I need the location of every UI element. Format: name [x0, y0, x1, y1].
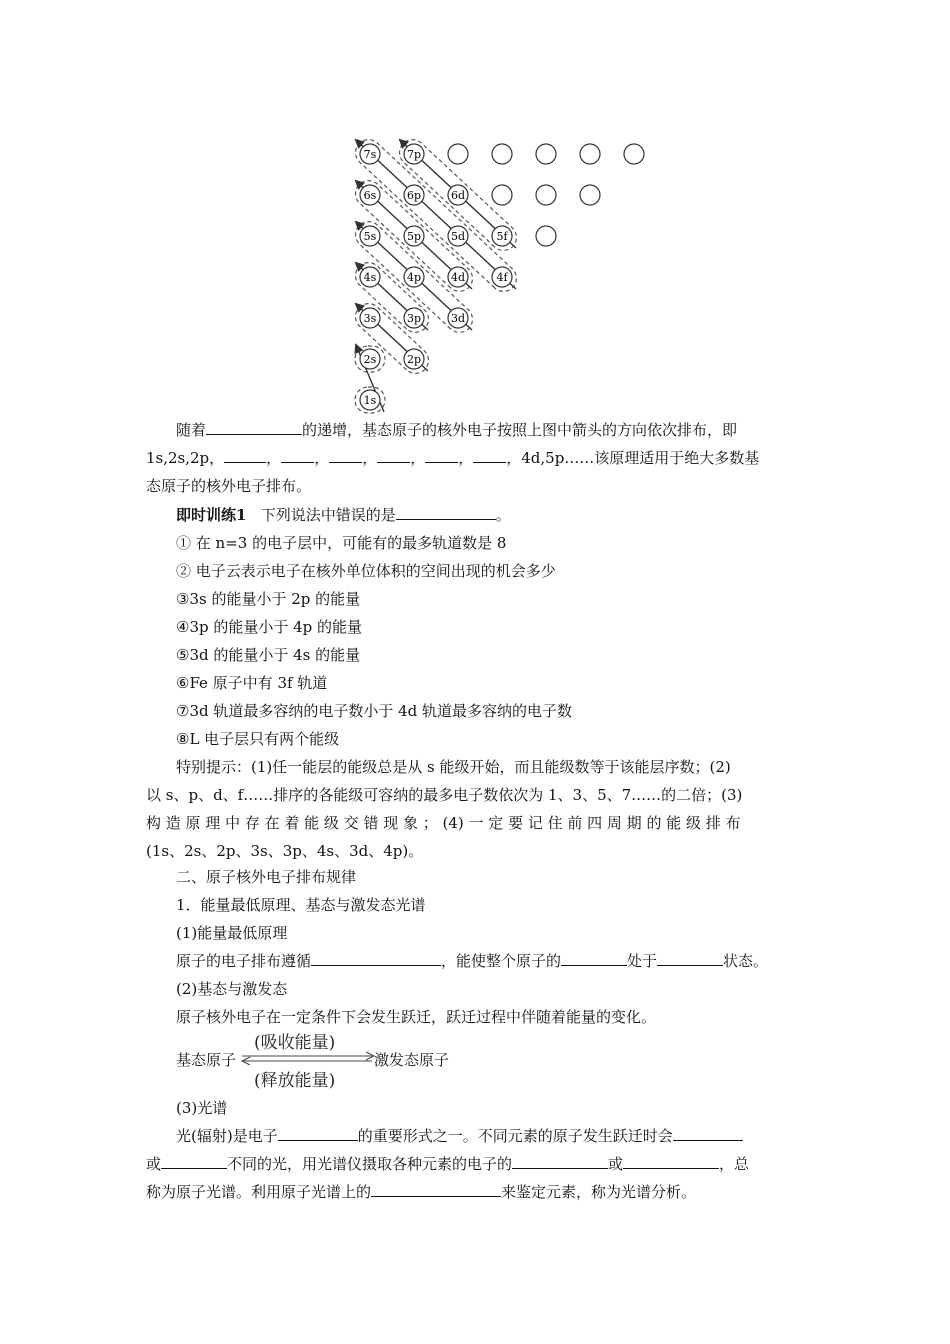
- orbital-label: 7s: [363, 148, 377, 161]
- subheading: (2)基态与激发态: [176, 980, 288, 998]
- blank: [425, 448, 458, 463]
- subsection-heading: 1．能量最低原理、基态与激发态光谱: [176, 896, 426, 914]
- practice-item: ① 在 n=3 的电子层中，可能有的最多轨道数是 8: [176, 534, 507, 552]
- orbital-empty: [536, 226, 556, 246]
- practice-item: ⑦3d 轨道最多容纳的电子数小于 4d 轨道最多容纳的电子数: [176, 702, 573, 720]
- blank: [673, 1126, 743, 1141]
- blank: [281, 448, 314, 463]
- blank: [561, 951, 627, 966]
- orbital-empty: [580, 144, 600, 164]
- text: 下列说法中错误的是: [260, 506, 396, 524]
- orbital-empty: [492, 185, 512, 205]
- practice-item: ⑥Fe 原子中有 3f 轨道: [176, 674, 328, 692]
- paragraph: 原子的电子排布遵循 ，能使整个原子的 处于 状态。: [176, 952, 769, 970]
- paragraph-line-1: [176, 420, 737, 440]
- absorb-energy-label: (吸收能量): [254, 1033, 336, 1053]
- orbital-label: 2p: [406, 353, 422, 366]
- paragraph: 光(辐射)是电子 的重要形式之一。不同元素的原子发生跃迁时会: [176, 1126, 743, 1146]
- practice-question: 即时训练1 下列说法中错误的是 。: [176, 506, 511, 524]
- orbital-label: 4p: [406, 271, 422, 284]
- text: 随着: [176, 421, 207, 439]
- orbital-empty: [580, 185, 600, 205]
- ground-state-label: 基态原子: [176, 1051, 237, 1069]
- orbital-empty: [624, 144, 644, 164]
- paragraph-line-3: 态原子的核外电子排布。: [146, 477, 312, 495]
- excited-state-label: 激发态原子: [374, 1051, 450, 1069]
- orbital-label: 5f: [496, 230, 508, 243]
- blank: [377, 448, 410, 463]
- orbital-label: 3s: [363, 312, 377, 325]
- orbital-empty: [536, 185, 556, 205]
- text: 的递增，基态原子的核外电子按照上图中箭头的方向依次排布，即: [302, 421, 738, 439]
- blank: [278, 1126, 358, 1141]
- section-heading: 二、原子核外电子排布规律: [176, 868, 357, 886]
- blank: [396, 505, 496, 520]
- orbital-empty: [536, 144, 556, 164]
- paragraph: 或 不同的光，用光谱仪摄取各种元素的电子的 或 ，总: [146, 1155, 750, 1173]
- orbital-label: 6s: [363, 189, 377, 202]
- tip-line: (1s、2s、2p、3s、3p、4s、3d、4p)。: [146, 842, 424, 860]
- text: 1s,2s,2p，: [146, 449, 225, 467]
- orbital-label: 4f: [496, 271, 508, 284]
- practice-title: 即时训练1: [176, 506, 247, 524]
- blank: [371, 1182, 501, 1197]
- tip-line: 构 造 原 理 中 存 在 着 能 级 交 错 现 象 ； (4) 一 定 要 记 住 前 四 周 期 的 能 级 排 布: [146, 814, 741, 832]
- paragraph: 原子核外电子在一定条件下会发生跃迁，跃迁过程中伴随着能量的变化。: [176, 1008, 657, 1026]
- orbital-label: 5p: [406, 230, 422, 243]
- orbital-label: 5s: [363, 230, 377, 243]
- orbital-label: 4s: [363, 271, 377, 284]
- practice-item: ③3s 的能量小于 2p 的能量: [176, 590, 361, 608]
- paragraph-line-2: 1s,2s,2p， ， ， ， ， ， ，4d,5p……该原理适用于绝大多数基: [146, 449, 760, 467]
- orbital-label: 3p: [406, 312, 422, 325]
- orbital-label: 4d: [450, 271, 466, 284]
- release-energy-label: (释放能量): [254, 1071, 336, 1091]
- tip-line: 特别提示：(1)任一能层的能级总是从 s 能级开始，而且能级数等于该能层序数；(2): [176, 758, 731, 776]
- blank: [657, 951, 723, 966]
- orbital-label: 1s: [363, 394, 377, 407]
- blank: [311, 951, 441, 966]
- filling-arrow: [356, 140, 516, 289]
- paragraph: 称为原子光谱。利用原子光谱上的 来鉴定元素，称为光谱分析。: [146, 1183, 697, 1201]
- orbital-label: 2s: [363, 353, 377, 366]
- orbital-filling-diagram: [330, 122, 660, 418]
- subheading: (1)能量最低原理: [176, 924, 288, 942]
- practice-item: ② 电子云表示电子在核外单位体积的空间出现的机会多少: [176, 562, 556, 580]
- practice-item: ⑧L 电子层只有两个能级: [176, 730, 340, 748]
- tip-line: 以 s、p、d、f……排序的各能级可容纳的最多电子数依次为 1、3、5、7……的二倍；(3): [146, 786, 743, 804]
- blank: [206, 420, 302, 435]
- text: ，4d,5p……该原理适用于绝大多数基: [506, 449, 760, 467]
- subheading: (3)光谱: [176, 1099, 228, 1117]
- blank: [329, 448, 362, 463]
- practice-item: ④3p 的能量小于 4p 的能量: [176, 618, 363, 636]
- blank: [512, 1154, 608, 1169]
- orbital-label: 7p: [406, 148, 422, 161]
- equilibrium-arrow: [238, 1050, 378, 1066]
- orbital-label: 3d: [450, 312, 466, 325]
- blank: [473, 448, 506, 463]
- orbital-label: 6d: [450, 189, 466, 202]
- blank: [161, 1154, 227, 1169]
- orbital-empty: [448, 144, 468, 164]
- blank: [623, 1154, 719, 1169]
- practice-item: ⑤3d 的能量小于 4s 的能量: [176, 646, 361, 664]
- blank: [224, 448, 266, 463]
- orbital-label: 5d: [450, 230, 466, 243]
- orbital-label: 6p: [406, 189, 422, 202]
- energy-transition: [176, 1028, 476, 1090]
- orbital-empty: [492, 144, 512, 164]
